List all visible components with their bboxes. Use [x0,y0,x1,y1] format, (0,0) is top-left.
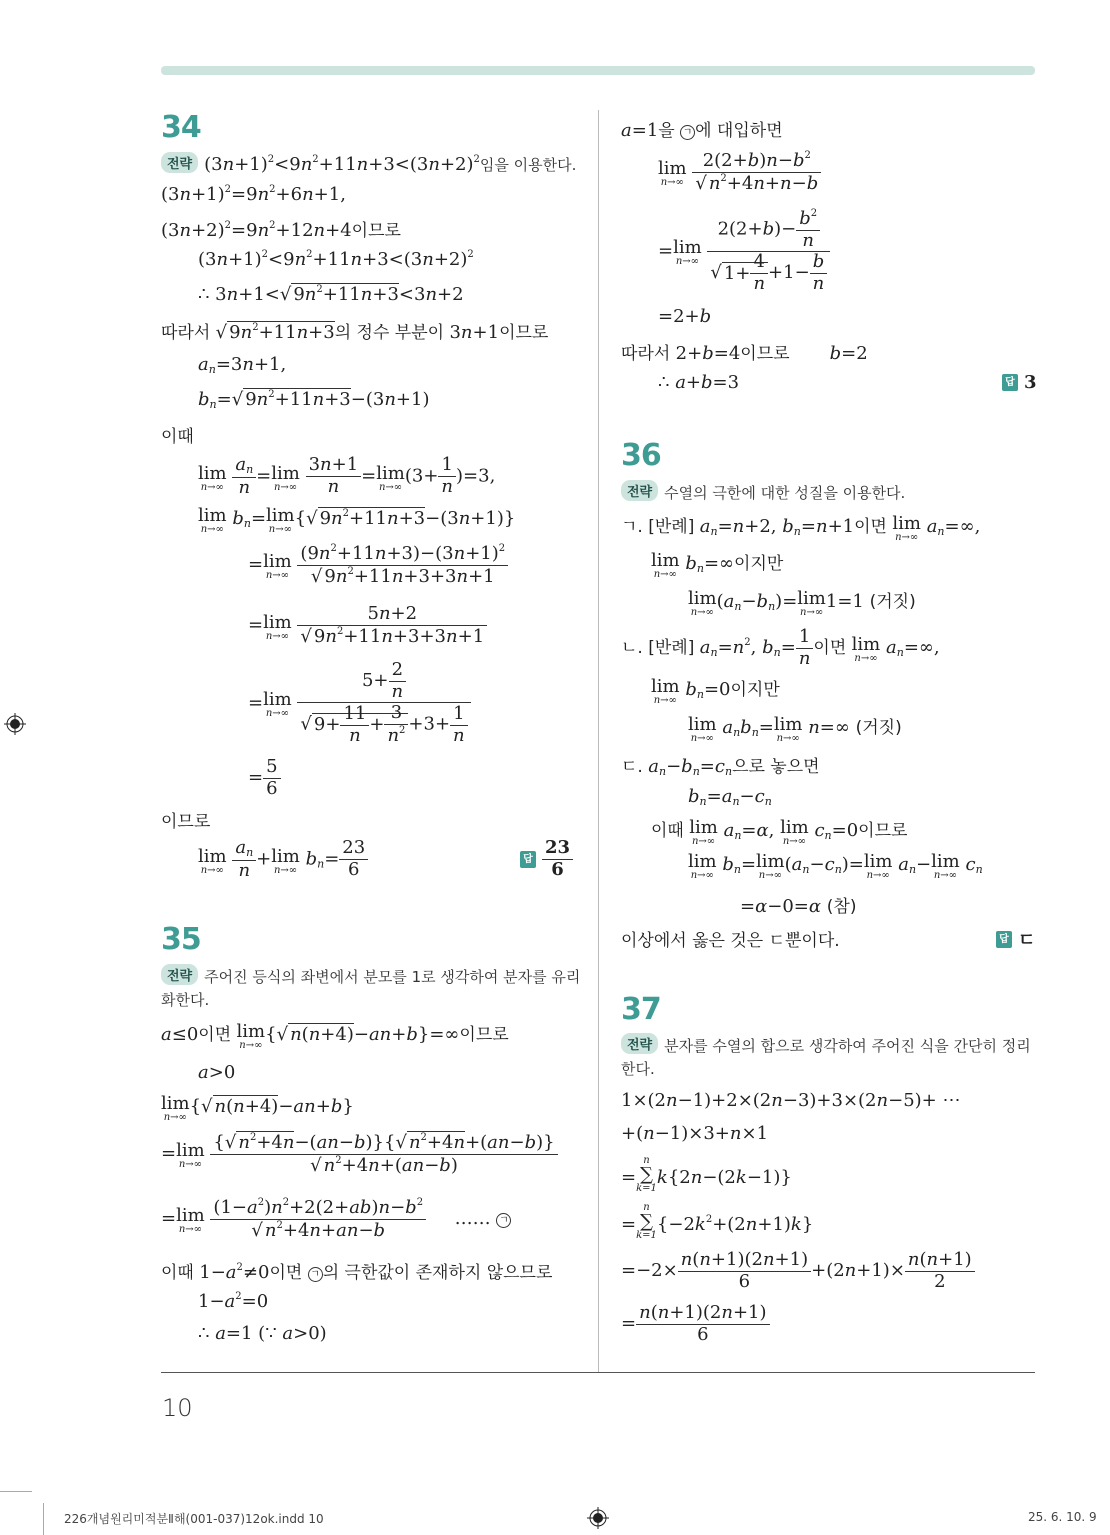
q36-line-3: lim n→∞ $(a_n-b_n)=$ lim n→∞ 1=1 (거짓) [688,588,916,618]
footer-rule [161,1372,1035,1373]
footer-date: 25. 6. 10. 9 [1028,1510,1097,1524]
q36-line-11: =α−0=α (참) [740,896,857,917]
q34-line-5: 따라서 √ $9n^2+11n+3$의 정수 부분이 3n+1이므로 [161,322,549,343]
q35-line-1: a≤0이면 lim n→∞ {√ n(n+4)−an+b}=∞이므로 [161,1021,509,1051]
q36-line-4: ㄴ. [반례] $a_n=n^2$, $b_n=$ $\frac{1}{n}$ 이면 lim n→∞ $a_n=\infty$, [621,626,940,669]
strategy-hint-37-cont: 한다. [621,1060,655,1078]
q37-line-2: +(n−1)×3+n×1 [621,1123,769,1144]
q35-line-3: lim n→∞ {√ n(n+4)−an+b} [161,1093,354,1123]
answer-badge-icon: 답 [996,931,1012,948]
q37-line-5: =−2× $\frac{n(n+1)(2n+1)}{6}$ +(2n+1)× $\frac{n(n+1)}{2}$ [621,1250,975,1292]
q35-line-9: a=1을 ㄱ 에 대입하면 [621,120,783,141]
q35-line-12: =2+b [658,306,712,327]
strategy-hint-36: 전략 수열의 극한에 대한 성질을 이용한다. [621,480,905,503]
strategy-hint-35: 전략 주어진 등식의 좌변에서 분모를 1로 생각하여 분자를 유리 [161,964,580,987]
strategy-tag: 전략 [161,152,198,173]
answer-34: 답 $\frac{23}{6}$ [520,838,573,880]
crop-mark [43,1503,44,1535]
q34-line-4: ∴ 3n+1<√ $9n^2+11n+3<3n+2$ [198,284,464,305]
q36-line-7: ㄷ. $a_n-b_n=c_n$으로 놓으면 [621,756,820,778]
footer-filename: 226개념원리미적분Ⅱ해(001-037)12ok.indd 10 [64,1512,324,1526]
q34-line-3: $(3n+1)^2<9n^2+11n+3<(3n+2)^2$ [198,249,474,270]
strategy-hint-37: 전략 분자를 수열의 합으로 생각하여 주어진 식을 간단히 정리 [621,1033,1031,1056]
page-number: 10 [162,1394,193,1422]
answer-36: 답 ㄷ [996,926,1035,952]
q35-line-5: = lim n→∞ $\frac{(1-a^2)n^2+2(2+ab)n-b^2}{√ n^2+4n+an-b}$ …… ㄱ [161,1197,511,1241]
q34-line-7: $b_n=√$ $9n^2+11n+3-(3n+1)$ [198,389,430,411]
q36-line-5: lim n→∞ $b_n=0$이지만 [651,676,780,706]
q35-line-14: ∴ a+b=3 [658,372,740,393]
q35-line-11: = lim n→∞ 2(2+b)− $\frac{b^2}{n}$ √ 1+ $\frac{4}{n}$ +1− $\frac{b}{n}$ [658,208,830,295]
column-divider [598,110,599,1373]
q34-line-9: lim n→∞ $\frac{a_n}{n}$ = lim n→∞ $\frac{3n+1}{n}$ = lim n→∞ (3+ $\frac{1}{n}$ )=3, [198,454,496,498]
q34-line-1: $(3n+1)^2=9n^2+6n+1$, [161,184,346,205]
q37-line-1: 1×(2n−1)+2×(2n−3)+3×(2n−5)+ ⋯ [621,1090,961,1111]
q34-line-14: = $\frac{5}{6}$ [248,757,281,799]
q36-line-8: $b_n=a_n-c_n$ [688,786,772,808]
q35-line-4: = lim n→∞ $\frac{\{√ n^2+4n-(an-b)\}\{√ n^2+4n+(an-b)\}}{√ n^2+4n+(an-b)}$ [161,1132,558,1176]
strategy-hint-34: 전략 $(3n+1)^2<9n^2+11n+3<(3n+2)^2$임을 이용한다. [161,152,576,175]
q36-line-2: lim n→∞ $b_n=\infty$이지만 [651,550,784,580]
q34-line-11: = lim n→∞ $\frac{(9n^2+11n+3)-(3n+1)^2}{√ 9n^2+11n+3+3n+1}$ [248,543,508,587]
q34-line-13: = lim n→∞ 5+ $\frac{2}{n}$ √ 9+ $\frac{11}{n}$ + $\frac{3}{n^2}$ +3+ $\frac{1}{n}$ [248,660,471,747]
q36-line-10: lim n→∞ $b_n=$ lim n→∞ $(a_n-c_n)=$ lim n→∞ $a_n-$ lim n→∞ $c_n$ [688,851,983,881]
strategy-hint-35-cont: 화한다. [161,991,210,1009]
q34-line-10: lim n→∞ $b_n=$ lim n→∞ {√ $9n^2+11n+3-(3n+1)$} [198,505,516,535]
q36-line-6: lim n→∞ $a_nb_n=$ lim n→∞ n=∞ (거짓) [688,714,902,744]
q35-line-13: 따라서 2+b=4이므로 b=2 [621,343,868,364]
q35-line-2: a>0 [198,1062,236,1083]
registration-mark-icon [587,1507,609,1529]
strategy-tag: 전략 [621,1033,658,1054]
q34-line-16: lim n→∞ $\frac{a_n}{n}$ + lim n→∞ $b_n=$ $\frac{23}{6}$ [198,838,368,881]
crop-mark [0,1491,32,1492]
q36-line-12: 이상에서 옳은 것은 ㄷ뿐이다. [621,931,840,951]
q37-line-4: = n ∑ k=1 $\{-2k^2+(2n+1)k\}$ [621,1202,814,1241]
answer-badge-icon: 답 [520,851,536,868]
strategy-tag: 전략 [621,480,658,501]
q34-line-6: $a_n=3n+1$, [198,354,287,376]
strategy-tag: 전략 [161,964,198,985]
question-number-34: 34 [161,110,201,145]
q34-line-12: = lim n→∞ $\frac{5n+2}{√ 9n^2+11n+3+3n+1}$ [248,604,487,647]
answer-badge-icon: 답 [1002,374,1018,391]
header-accent-bar [161,66,1035,75]
q36-line-9: 이때 lim n→∞ $a_n=\alpha$, lim n→∞ $c_n=0$이므로 [651,817,908,847]
q35-line-10: lim n→∞ $\frac{2(2+b)n-b^2}{√ n^2+4n+n-b}$ [658,150,821,194]
question-number-35: 35 [161,922,201,957]
circled-giyeok-icon: ㄱ [496,1213,511,1228]
q35-line-6: 이때 $1-a^2\ne 0$이면 ㄱ 의 극한값이 존재하지 않으므로 [161,1262,553,1283]
q34-line-15: 이므로 [161,812,211,832]
q37-line-3: = n ∑ k=1 k{2n−(2k−1)} [621,1155,792,1194]
q36-line-1: ㄱ. [반례] $a_n=n+2$, $b_n=n+1$이면 lim n→∞ $a_n=\infty$, [621,513,981,543]
question-number-37: 37 [621,992,661,1027]
registration-mark-icon [4,713,26,735]
q34-line-2: $(3n+2)^2=9n^2+12n+4$이므로 [161,220,401,241]
answer-35: 답 3 [1002,372,1037,393]
q35-line-8: ∴ a=1 (∵ a>0) [198,1323,327,1344]
question-number-36: 36 [621,438,661,473]
q35-line-7: $1-a^2=0$ [198,1291,269,1312]
q34-line-8: 이때 [161,427,194,447]
q37-line-6: = $\frac{n(n+1)(2n+1)}{6}$ [621,1303,770,1345]
